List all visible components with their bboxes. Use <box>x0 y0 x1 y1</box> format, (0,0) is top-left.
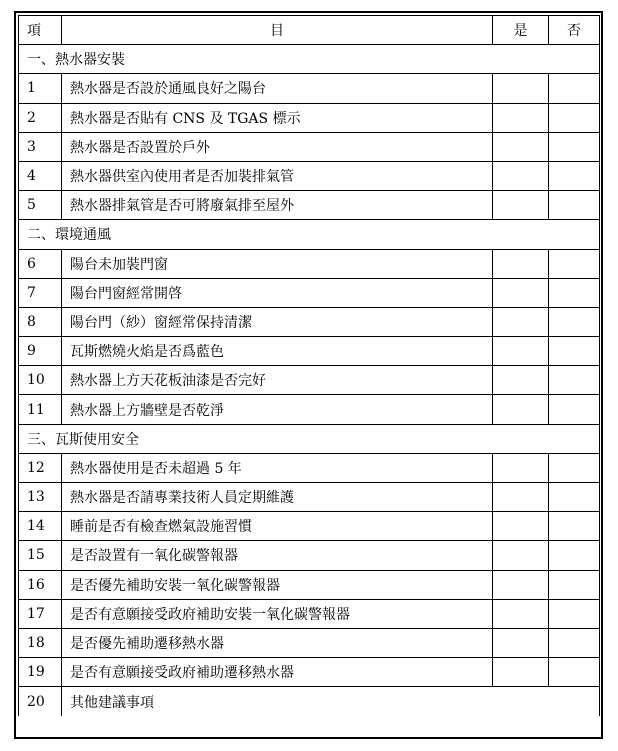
table-row <box>19 628 600 657</box>
checklist-table <box>18 15 600 716</box>
yes-cell[interactable] <box>493 337 549 366</box>
yes-cell[interactable] <box>493 103 549 132</box>
yes-cell[interactable] <box>493 483 549 512</box>
item-text: 陽台未加裝門窗 <box>62 249 493 278</box>
table-row <box>19 103 600 132</box>
item-text: 陽台門窗經常開啓 <box>62 278 493 307</box>
no-cell[interactable] <box>549 512 600 541</box>
section-row <box>19 45 600 74</box>
no-cell[interactable] <box>549 278 600 307</box>
header-no: 否 <box>549 16 600 45</box>
item-text: 是否優先補助遷移熱水器 <box>62 628 493 657</box>
item-number: 16 <box>19 570 62 599</box>
table-row <box>19 307 600 336</box>
no-cell[interactable] <box>549 337 600 366</box>
section-title: 一、熱水器安裝 <box>19 45 600 74</box>
item-number: 10 <box>19 366 62 395</box>
item-text[interactable]: 其他建議事項 <box>62 687 600 716</box>
yes-cell[interactable] <box>493 307 549 336</box>
item-number: 15 <box>19 541 62 570</box>
item-number: 12 <box>19 453 62 482</box>
item-number: 2 <box>19 103 62 132</box>
table-row <box>19 249 600 278</box>
item-number: 8 <box>19 307 62 336</box>
item-text: 熱水器供室內使用者是否加裝排氣管 <box>62 161 493 190</box>
no-cell[interactable] <box>549 366 600 395</box>
no-cell[interactable] <box>549 658 600 687</box>
table-row <box>19 74 600 103</box>
yes-cell[interactable] <box>493 541 549 570</box>
no-cell[interactable] <box>549 570 600 599</box>
yes-cell[interactable] <box>493 249 549 278</box>
table-row <box>19 570 600 599</box>
checklist-form <box>14 11 603 739</box>
item-number: 5 <box>19 191 62 220</box>
item-text: 熱水器排氣管是否可將廢氣排至屋外 <box>62 191 493 220</box>
item-number: 17 <box>19 599 62 628</box>
item-text: 瓦斯燃燒火焰是否爲藍色 <box>62 337 493 366</box>
yes-cell[interactable] <box>493 658 549 687</box>
item-number: 6 <box>19 249 62 278</box>
item-number: 11 <box>19 395 62 424</box>
table-row <box>19 366 600 395</box>
no-cell[interactable] <box>549 483 600 512</box>
item-number: 18 <box>19 628 62 657</box>
yes-cell[interactable] <box>493 453 549 482</box>
header-item-center: 目 <box>62 16 493 45</box>
no-cell[interactable] <box>549 307 600 336</box>
item-number: 3 <box>19 132 62 161</box>
table-row <box>19 541 600 570</box>
item-text: 熱水器上方天花板油漆是否完好 <box>62 366 493 395</box>
item-text: 陽台門（紗）窗經常保持清潔 <box>62 307 493 336</box>
item-text: 熱水器是否設置於戶外 <box>62 132 493 161</box>
header-item-left: 項 <box>19 16 62 45</box>
yes-cell[interactable] <box>493 628 549 657</box>
table-row <box>19 132 600 161</box>
table-row <box>19 599 600 628</box>
item-text: 睡前是否有檢查燃氣設施習慣 <box>62 512 493 541</box>
item-number: 4 <box>19 161 62 190</box>
item-text: 熱水器是否貼有 CNS 及 TGAS 標示 <box>62 103 493 132</box>
section-row <box>19 424 600 453</box>
no-cell[interactable] <box>549 599 600 628</box>
yes-cell[interactable] <box>493 599 549 628</box>
header-row <box>19 16 600 45</box>
table-row <box>19 395 600 424</box>
item-number: 19 <box>19 658 62 687</box>
yes-cell[interactable] <box>493 132 549 161</box>
no-cell[interactable] <box>549 132 600 161</box>
item-number: 9 <box>19 337 62 366</box>
no-cell[interactable] <box>549 453 600 482</box>
item-number: 7 <box>19 278 62 307</box>
item-number: 13 <box>19 483 62 512</box>
item-number: 20 <box>19 687 62 716</box>
no-cell[interactable] <box>549 74 600 103</box>
item-text: 熱水器是否設於通風良好之陽台 <box>62 74 493 103</box>
item-text: 是否有意願接受政府補助安裝一氧化碳警報器 <box>62 599 493 628</box>
yes-cell[interactable] <box>493 512 549 541</box>
yes-cell[interactable] <box>493 278 549 307</box>
item-text: 是否優先補助安裝一氧化碳警報器 <box>62 570 493 599</box>
item-text: 熱水器是否請專業技術人員定期維護 <box>62 483 493 512</box>
no-cell[interactable] <box>549 541 600 570</box>
yes-cell[interactable] <box>493 161 549 190</box>
table-row <box>19 453 600 482</box>
yes-cell[interactable] <box>493 191 549 220</box>
item-number: 1 <box>19 74 62 103</box>
table-row <box>19 278 600 307</box>
table-row <box>19 337 600 366</box>
section-title: 二、環境通風 <box>19 220 600 249</box>
item-text: 熱水器上方牆壁是否乾淨 <box>62 395 493 424</box>
item-text: 熱水器使用是否未超過 5 年 <box>62 453 493 482</box>
item-text: 是否設置有一氧化碳警報器 <box>62 541 493 570</box>
table-row <box>19 191 600 220</box>
no-cell[interactable] <box>549 249 600 278</box>
no-cell[interactable] <box>549 103 600 132</box>
table-row <box>19 161 600 190</box>
no-cell[interactable] <box>549 161 600 190</box>
header-yes: 是 <box>493 16 549 45</box>
table-row <box>19 658 600 687</box>
yes-cell[interactable] <box>493 74 549 103</box>
item-number: 14 <box>19 512 62 541</box>
table-row <box>19 512 600 541</box>
section-title: 三、瓦斯使用安全 <box>19 424 600 453</box>
table-row <box>19 687 600 716</box>
no-cell[interactable] <box>549 395 600 424</box>
no-cell[interactable] <box>549 191 600 220</box>
item-text: 是否有意願接受政府補助遷移熱水器 <box>62 658 493 687</box>
yes-cell[interactable] <box>493 366 549 395</box>
yes-cell[interactable] <box>493 570 549 599</box>
yes-cell[interactable] <box>493 395 549 424</box>
section-row <box>19 220 600 249</box>
table-row <box>19 483 600 512</box>
no-cell[interactable] <box>549 628 600 657</box>
